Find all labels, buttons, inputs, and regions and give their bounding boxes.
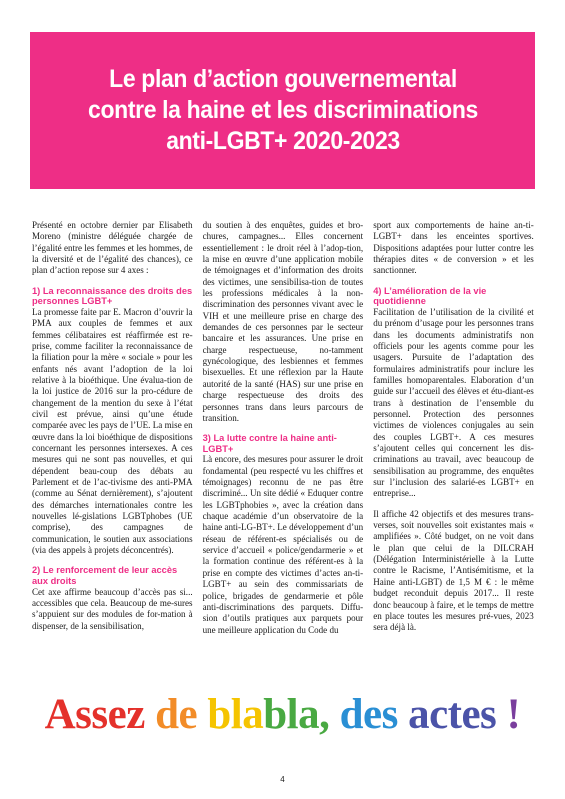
title-line-3: anti-LGBT+ 2020-2023: [165, 127, 400, 155]
section-3-heading: 3) La lutte contre la haine anti-LGBT+: [202, 433, 337, 454]
section-2-heading: 2) Le renforcement de leur accès aux droits: [32, 565, 178, 587]
column-2: [203, 220, 364, 645]
slogan: [0, 690, 565, 739]
section-2-body-part2: du soutien à des enquêtes, guides et bro-chures, campagnes... Elles concernent essentiellement : le droit réel à l’adop-tion, la mise en œuvre d’une application mobile de témoignages et d’information des droits des victimes, une sensibilisa-tion de toutes les professions médicales à la non-discrimination des personnes vivant avec le VIH et une meilleure prise en charge des demandes de ces personnes par le secteur bancaire et les assurances. Une prise en charge respectueuse, no-tamment gynécologique, des lesbiennes et femmes bisexuelles. Et une réflexion par la Haute autorité de la santé (HAS) sur une prise en charge respectueuse des droits des personnes trans dans leurs parcours de transition.: [202, 220, 364, 423]
section-3-body-part1: Là encore, des mesures pour assurer le droit fondamental (peu respecté vu les chiffres et témoignages) reconnu de ne pas être discriminé... Un site dédié « Eduquer contre les LGBTphobies », avec la création dans chaque académie d’un observatoire de la haine anti-LG-BT+. Le développement d’un réseau de référent-es spécialisés ou de service d’accueil « police/gendarmerie » et la formation continue des référent-es à la prise en compte des victimes d’actes an-ti-LGBT+ au sein des commissariats de police, brigades de gendarmerie et pôle anti-discriminations des parquets. Diffu-sion d’outils pratiques aux parquets pour une meilleure application du Code du: [202, 454, 364, 635]
slogan-word: actes: [408, 691, 497, 738]
section-1-body: La promesse faite par E. Macron d’ouvrir la PMA aux couples de femmes et aux femmes célibataires est réaffirmée est re-prise, comme faciliter la reconnaissance de la filiation pour la mère « sociale » pour les enfants nés avant l’adoption de la loi relative à la bioéthique. Une évalua-tion de la loi justice de 2016 sur la pro-cédure de changement de la mention du sexe à l’état civil est prévue, ainsi qu’une étude comparée avec les pays de l’UE. La mise en œuvre dans la loi bioéthique de dispositions concernant les personnes intersexes. A ces mesures qui ne sont pas nouvelles, et qui dépendent beau-coup des débats au Parlement et de l’ac-tivisme des anti-PMA (comme au Sénat dernièrement), s’ajoutent des démarches internationales contre les nouvelles lé-gislations LGBTphobes (UE comprise), des campagnes de communication, le soutien aux associations (via des appels à projets déconcentrés).: [32, 306, 193, 556]
slogan-word: bla: [207, 691, 264, 738]
section-4-heading: 4) L’amélioration de la vie quotidienne: [373, 285, 487, 307]
section-1-heading: 1) La reconnaissance des droits des personnes LGBT+: [32, 285, 193, 307]
column-1: [32, 220, 193, 645]
slogan-word: Assez: [44, 691, 156, 738]
slogan-word: des: [339, 691, 409, 738]
page-number: 4: [280, 775, 285, 784]
section-3-body-part2: sport aux comportements de haine an-ti-LGBT+ dans les enceintes sportives. Dispositions adaptées pour lutter contre les thérapies dites « de conversion » et les sanctionner.: [373, 220, 534, 276]
section-4-body: Facilitation de l’utilisation de la civilité et du prénom d’usage pour les personnes trans dans les documents administratifs non officiels pour les agents comme pour les usagers. Pursuite de l’adaptation des formulaires administratifs pour inclure les familles homoparentales. Elaboration d’un guide sur l’accueil des élèves et étu-diant-es trans à destination de l’ensemble du personnel. Protection des personnes victimes de violences conjugales au sein des couples LGBT+. A ces mesures s’ajoutent celles qui concernent les dis-criminations au travail, avec beaucoup de sensibilisation au programme, des enquêtes sur l’inclusion des salarié-es LGBT+ en entreprise...: [373, 306, 534, 499]
title-line-1: Le plan d’action gouvernemental: [108, 65, 457, 93]
article-columns: [32, 220, 534, 645]
page-title: [71, 64, 494, 157]
intro-paragraph: Présenté en octobre dernier par Elisabeth Moreno (ministre déléguée chargée de l’égalité entre les femmes et les hommes, de la diversité et de l’égalité des chances), ce plan d’action repose sur 4 axes :: [32, 220, 193, 276]
conclusion-paragraph: Il affiche 42 objectifs et des mesures trans-verses, soit nouvelles soit existantes mais « amplifiées ». Côté budget, on ne voit dans le plan que celui de la DILCRAH (Délégation Interministérielle à la Lutte contre le Racisme, l’Antisémitisme, et la Haine anti-LGBT) de 1,5 M € : le même budget reconduit depuis 2017... Il reste donc beaucoup à faire, et le temps de mettre en place toutes les mesures pré-vues, 2023 sera déjà là.: [373, 508, 534, 633]
section-2-body-part1: Cet axe affirme beaucoup d’accès pas si... accessibles que cela. Beaucoup de me-sures s’appuient sur des modules de for-mation à dispenser, de la sensibilisation,: [32, 586, 193, 631]
column-3: [373, 220, 534, 645]
slogan-word: !: [496, 691, 521, 738]
title-banner: [30, 32, 535, 189]
title-line-2: contre la haine et les discriminations: [87, 96, 478, 124]
slogan-word: bla,: [263, 691, 340, 738]
slogan-word: de: [155, 691, 208, 738]
